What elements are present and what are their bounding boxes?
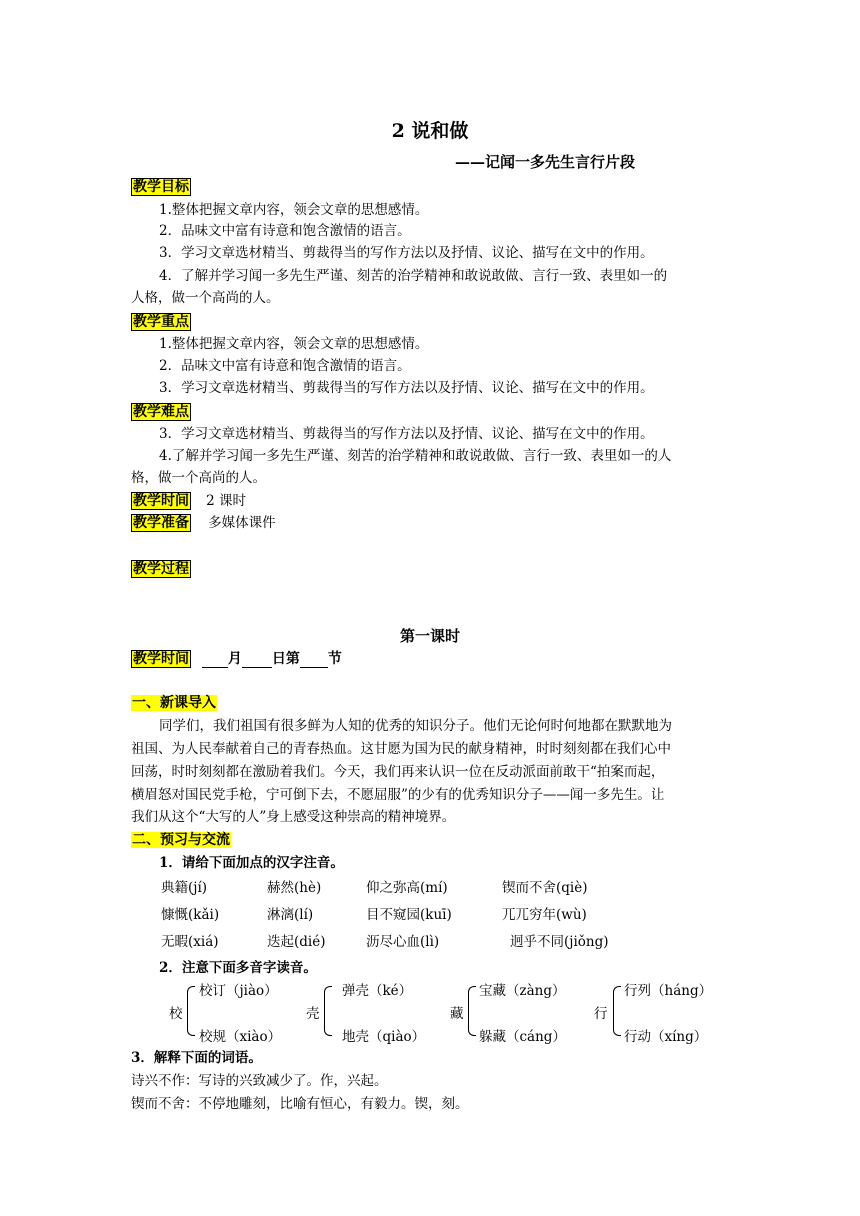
pinyin-word: 锲而不舍(qiè) xyxy=(502,880,588,896)
prep-row xyxy=(131,512,276,534)
lesson-time-label: 教学时间 xyxy=(133,651,189,667)
polyphone-char: 藏 xyxy=(450,1006,464,1022)
key-item: 1.整体把握文章内容，领会文章的思想感情。 xyxy=(159,336,429,352)
goal-item: 4．了解并学习闻一多先生严谨、刻苦的治学精神和敢说敢做、言行一致、表里如一的 xyxy=(159,268,668,284)
preview-heading: 二、预习与交流 xyxy=(132,832,230,848)
goal-item: 2．品味文中富有诗意和饱含激情的语言。 xyxy=(159,223,411,239)
polyphone-reading: 宝藏（zàng） xyxy=(479,983,566,999)
pinyin-word: 仰之弥高(mí) xyxy=(366,880,448,896)
intro-line: 回荡，时时刻刻都在激励着我们。今天，我们再来认识一位在反动派面前敢干“拍案而起， xyxy=(131,764,665,780)
question-3: 3．解释下面的词语。 xyxy=(131,1050,262,1066)
polyphone-reading: 行动（xíng） xyxy=(624,1029,708,1045)
polyphone-char: 壳 xyxy=(306,1006,320,1022)
day-label: 日第 xyxy=(271,651,300,667)
day-blank xyxy=(242,653,272,668)
pinyin-word: 沥尽心血(lì) xyxy=(366,934,440,950)
goal-item: 1.整体把握文章内容，领会文章的思想感情。 xyxy=(159,202,429,218)
pinyin-word: 典籍(jí) xyxy=(161,880,208,896)
question-2: 2．注意下面多音字读音。 xyxy=(159,960,317,976)
brace-icon xyxy=(613,986,621,1036)
polyphone-reading: 校规（xiào） xyxy=(199,1029,282,1045)
period-blank xyxy=(300,653,328,668)
polyphone-char: 校 xyxy=(169,1006,183,1022)
polyphone-reading: 行列（háng） xyxy=(624,983,713,999)
prep-heading: 教学准备 xyxy=(133,515,189,531)
goal-heading: 教学目标 xyxy=(133,179,189,195)
definition: 诗兴不作：写诗的兴致减少了。作，兴起。 xyxy=(131,1073,388,1089)
month-blank xyxy=(202,653,228,668)
brace-icon xyxy=(468,986,476,1036)
polyphone-reading: 地壳（qiào） xyxy=(342,1029,426,1045)
definition: 锲而不舍：不停地雕刻，比喻有恒心，有毅力。锲，刻。 xyxy=(131,1096,469,1112)
process-heading: 教学过程 xyxy=(133,561,189,577)
intro-line: 祖国、为人民奉献着自己的青春热血。这甘愿为国为民的献身精神，时时刻刻都在我们心中 xyxy=(131,741,671,757)
brace-icon xyxy=(324,986,332,1036)
pinyin-word: 目不窥园(kuī) xyxy=(366,907,452,923)
polyphone-reading: 校订（jiào） xyxy=(199,983,278,999)
goal-item: 3．学习文章选材精当、剪裁得当的写作方法以及抒情、议论、描写在文中的作用。 xyxy=(159,245,654,261)
difficult-heading: 教学难点 xyxy=(133,404,189,420)
pinyin-word: 无暇(xiá) xyxy=(161,934,219,950)
intro-heading: 一、新课导入 xyxy=(132,695,216,711)
pinyin-word: 迭起(dié) xyxy=(267,934,326,950)
brace-icon xyxy=(187,986,195,1036)
difficult-item: 格，做一个高尚的人。 xyxy=(131,470,266,486)
polyphone-char: 行 xyxy=(594,1006,608,1022)
page-title: 2 说和做 xyxy=(391,120,469,142)
polyphone-reading: 弹壳（ké） xyxy=(342,983,413,999)
polyphone-reading: 躲藏（cáng） xyxy=(479,1029,566,1045)
goal-item: 人格，做一个高尚的人。 xyxy=(131,290,280,306)
lesson-time-row xyxy=(131,648,342,668)
question-1: 1．请给下面加点的汉字注音。 xyxy=(159,855,344,871)
key-item: 2．品味文中富有诗意和饱含激情的语言。 xyxy=(159,358,411,374)
intro-line: 我们从这个“大写的人”身上感受这种崇高的精神境界。 xyxy=(131,809,456,825)
difficult-item: 4.了解并学习闻一多先生严谨、刻苦的治学精神和敢说敢做、言行一致、表里如一的人 xyxy=(159,448,672,464)
pinyin-word: 赫然(hè) xyxy=(267,880,322,896)
intro-line: 横眉怒对国民党手枪，宁可倒下去，不愿屈服”的少有的优秀知识分子——闻一多先生。让 xyxy=(131,787,665,803)
pinyin-word: 慷慨(kǎi) xyxy=(161,907,220,923)
month-label: 月 xyxy=(227,651,242,667)
difficult-item: 3．学习文章选材精当、剪裁得当的写作方法以及抒情、议论、描写在文中的作用。 xyxy=(159,426,654,442)
period-label: 节 xyxy=(327,651,342,667)
lesson-title: 第一课时 xyxy=(399,627,460,645)
prep-value: 多媒体课件 xyxy=(208,515,276,531)
time-value: 2 课时 xyxy=(206,493,246,509)
pinyin-word: 兀兀穷年(wù) xyxy=(502,907,587,923)
intro-line: 同学们，我们祖国有很多鲜为人知的优秀的知识分子。他们无论何时何地都在默默地为 xyxy=(159,718,672,734)
time-heading: 教学时间 xyxy=(133,493,189,509)
key-item: 3．学习文章选材精当、剪裁得当的写作方法以及抒情、议论、描写在文中的作用。 xyxy=(159,380,654,396)
key-heading: 教学重点 xyxy=(133,314,189,330)
pinyin-word: 淋漓(lí) xyxy=(267,907,314,923)
page-subtitle: ——记闻一多先生言行片段 xyxy=(455,153,636,171)
pinyin-word: 迥乎不同(jiǒng) xyxy=(510,934,609,950)
time-row xyxy=(131,490,246,512)
